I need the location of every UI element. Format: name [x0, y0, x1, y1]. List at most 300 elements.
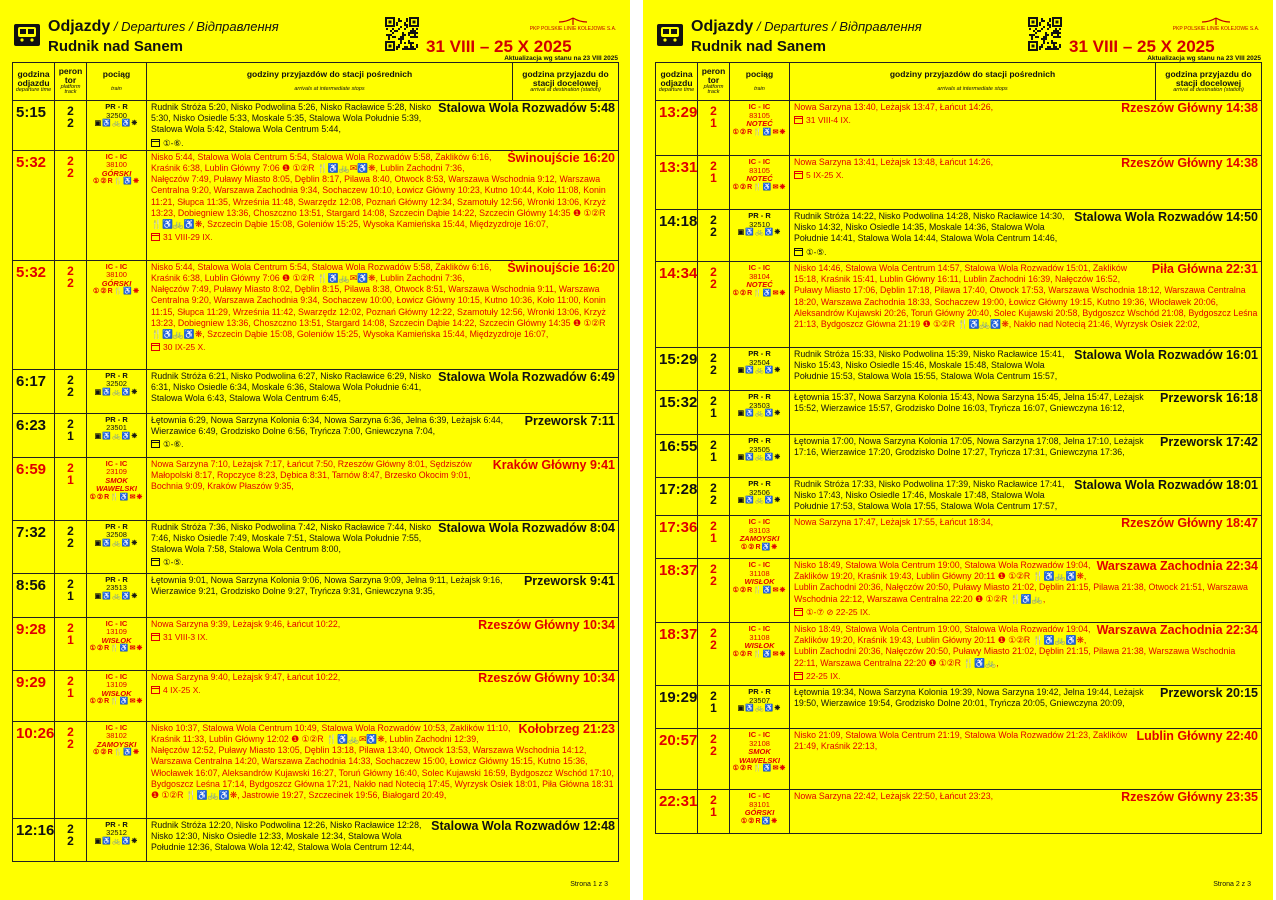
destination-arrival: Rzeszów Główny 14:38	[1121, 156, 1258, 170]
train-category: IC - IC	[748, 791, 771, 800]
platform-track	[55, 369, 87, 413]
stops-list: Łętownia 19:34, Nowa Sarzyna Kolonia 19:39, Nowa Sarzyna 19:42, Jelna 19:44, Leżajsk 19:50, Wierzawice 19:54, Grodzisko Dolne 20:01, Tryńcza 20:05, Gniewczyna 20:09,	[794, 687, 1144, 709]
platform: 2	[710, 104, 717, 118]
train-info	[730, 101, 790, 156]
platform: 2	[67, 576, 74, 591]
departure-time: 15:29	[656, 348, 698, 391]
track: 2	[710, 225, 717, 239]
timetable-page-2	[643, 0, 1273, 900]
table-row	[13, 670, 619, 721]
service-icons: ①②R🍴♿❋	[93, 288, 140, 296]
train-info	[730, 156, 790, 210]
train-number: 83105	[749, 165, 770, 175]
train-number: 38100	[106, 160, 127, 170]
train-number: 23109	[106, 467, 127, 477]
service-icons: ①②R🍴♿❋	[93, 749, 140, 757]
calendar-icon	[794, 672, 803, 680]
platform-track	[55, 101, 87, 151]
track: 1	[67, 632, 74, 647]
destination-arrival: Przeworsk 16:18	[1160, 391, 1258, 405]
train-info	[730, 262, 790, 348]
departure-time: 9:28	[13, 617, 55, 670]
track: 2	[710, 277, 717, 291]
departure-time: 13:29	[656, 101, 698, 156]
track: 1	[710, 406, 717, 420]
col-train: pociąg train	[87, 63, 147, 101]
departure-time: 22:31	[656, 790, 698, 834]
track: 2	[67, 116, 74, 130]
destination-arrival: Stalowa Wola Rozwadów 14:50	[1074, 210, 1258, 224]
intermediate-stops	[147, 150, 619, 260]
departure-time: 9:29	[13, 670, 55, 721]
train-info	[730, 516, 790, 559]
stops-list: Nisko 10:37, Stalowa Wola Centrum 10:49, Stalowa Wola Rozwadów 10:53, Zaklików 11:10, Kraśnik 11:33, Lublin Główny 12:02 ❶ ①②R 🍴♿🚲✉♿❋, Lublin Zachodni 12:39, Nałęczów 12:52, Puławy Miasto 13:05, Dęblin 13:18, Pilawa 13:40, Otwock 13:53, Warszawa Wschodnia 14:12, Warszawa Centralna 14:20, Warszawa Zachodnia 14:33, Sochaczew 15:00, Łowicz Główny 15:15, Kutno 15:36, Włocławek 16:07, Aleksandrów Kujawski 16:27, Toruń Główny 16:40, Solec Kujawski 16:59, Bydgoszcz Wschód 17:10, Bydgoszcz Leśna 17:14, Bydgoszcz Główna 17:21, Nakło nad Notecią 17:45, Wyrzysk Osiek 18:01, Piła Główna 18:31 ❶ ①②R 🍴♿🚲♿❋, Jastrowie 19:27, Szczecinek 19:56, Białogard 20:49,	[151, 722, 614, 801]
service-icons: ①②R🍴♿✉❋	[89, 645, 144, 653]
train-number: 23501	[106, 423, 127, 433]
calendar-icon	[794, 608, 803, 616]
table-row	[656, 262, 1262, 348]
departure-time: 15:32	[656, 391, 698, 435]
destination-arrival: Świnoujście 16:20	[507, 260, 615, 275]
destination-arrival: Przeworsk 20:15	[1160, 686, 1258, 700]
service-icons: ①②R🍴♿✉❋	[732, 586, 787, 594]
train-name: NOTEĆ	[746, 119, 773, 128]
platform-track	[698, 559, 730, 623]
train-category: PR - R	[105, 819, 128, 829]
train-info	[87, 150, 147, 260]
destination-arrival: Warszawa Zachodnia 22:34	[1096, 623, 1258, 637]
train-category: PR - R	[748, 687, 771, 696]
intermediate-stops	[790, 686, 1262, 729]
departure-time: 5:32	[13, 260, 55, 369]
departure-time: 13:31	[656, 156, 698, 210]
train-info	[730, 623, 790, 686]
table-row	[656, 478, 1262, 516]
stops-list: Łętownia 17:00, Nowa Sarzyna Kolonia 17:05, Nowa Sarzyna 17:08, Jelna 17:10, Leżajsk 17:16, Wierzawice 17:20, Grodzisko Dolne 17:27, Tryńcza 17:31, Gniewczyna 17:36,	[794, 436, 1144, 458]
table-row	[13, 150, 619, 260]
train-info	[730, 391, 790, 435]
destination-arrival: Rzeszów Główny 10:34	[478, 617, 615, 632]
destination-arrival: Rzeszów Główny 18:47	[1121, 516, 1258, 530]
platform-track	[698, 156, 730, 210]
departure-time: 10:26	[13, 721, 55, 818]
page-number: Strona 2 z 3	[1213, 881, 1251, 888]
table-row	[656, 348, 1262, 391]
stops-list: Rudnik Stróża 12:20, Nisko Podwolina 12:26, Nisko Racławice 12:28, Nisko 12:30, Nisko Osiedle 12:33, Moskale 12:34, Stalowa Wola Południe 12:36, Stalowa Wola 12:42, Stalowa Wola Centrum 12:44,	[151, 819, 422, 853]
service-icons: ▣♿🚲♿❋	[94, 592, 139, 600]
col-train: pociąg train	[730, 63, 790, 101]
table-row	[13, 457, 619, 520]
platform-track	[698, 516, 730, 559]
train-info	[87, 369, 147, 413]
platform: 2	[710, 265, 717, 279]
calendar-note: ①-⑤.	[151, 557, 615, 568]
train-icon	[14, 24, 40, 46]
platform: 2	[710, 732, 717, 746]
train-name: WISŁOK	[101, 635, 132, 645]
train-info	[730, 478, 790, 516]
intermediate-stops	[790, 516, 1262, 559]
platform-track	[55, 150, 87, 260]
track: 1	[710, 531, 717, 545]
station-name: Rudnik nad Sanem	[691, 38, 827, 55]
intermediate-stops	[147, 413, 619, 457]
train-category: IC - IC	[105, 722, 128, 732]
train-number: 13109	[106, 680, 127, 690]
table-row	[656, 210, 1262, 262]
platform: 2	[710, 438, 717, 452]
platform-track	[55, 520, 87, 573]
platform: 2	[67, 416, 74, 431]
platform: 2	[710, 689, 717, 703]
calendar-note: 4 IX-25 X.	[151, 685, 615, 696]
service-icons: ▣♿🚲♿❋	[737, 497, 782, 504]
calendar-icon	[151, 686, 160, 694]
platform: 2	[67, 263, 74, 278]
destination-arrival: Stalowa Wola Rozwadów 5:48	[438, 101, 615, 115]
train-info	[730, 729, 790, 790]
train-number: 23507	[749, 695, 770, 705]
service-icons: ▣♿🚲♿❋	[94, 837, 139, 845]
pkp-logo-icon	[558, 17, 588, 26]
departure-time: 20:57	[656, 729, 698, 790]
platform: 2	[710, 793, 717, 807]
platform-track	[55, 413, 87, 457]
col-platform: peron tor platform track	[698, 63, 730, 101]
intermediate-stops	[790, 210, 1262, 262]
track: 2	[67, 535, 74, 550]
platform-track	[698, 729, 730, 790]
update-note: Aktualizacja wg stanu na 23 VIII 2025	[504, 55, 618, 62]
header	[655, 16, 1261, 62]
table-row	[656, 391, 1262, 435]
destination-arrival: Warszawa Zachodnia 22:34	[1096, 559, 1258, 573]
train-name: ZAMOYSKI	[739, 534, 780, 543]
service-icons: ①②R🍴♿✉❋	[732, 128, 787, 136]
platform-track	[55, 573, 87, 617]
departure-time: 5:32	[13, 150, 55, 260]
col-destination: godzina przyjazdu do stacji docelowej arrival at destination (station)	[513, 63, 619, 101]
stops-list: Nowa Sarzyna 7:10, Leżajsk 7:17, Łańcut 7:50, Rzeszów Główny 8:01, Sędziszów Małopolski 8:17, Ropczyce 8:23, Dębica 8:31, Tarnów 8:47, Brzesko Okocim 9:01, Bochnia 9:09, Kraków Płaszów 9:35,	[151, 458, 472, 492]
stops-list: Nisko 5:44, Stalowa Wola Centrum 5:54, Stalowa Wola Rozwadów 5:58, Zaklików 6:16, Kraśnik 6:38, Lublin Główny 7:06 ❶ ①②R 🍴♿🚲✉♿❋, Lublin Zachodni 7:36, Nałęczów 7:49, Puławy Miasto 8:05, Dęblin 8:17, Pilawa 8:40, Otwock 8:53, Warszawa Wschodnia 9:12, Warszawa Centralna 9:20, Warszawa Zachodnia 9:34, Sochaczew 10:10, Łowicz Główny 10:23, Kutno 10:44, Koło 11:08, Konin 11:21, Słupca 11:35, Września 11:48, Swarzędz 12:08, Poznań Główny 12:34, Szamotuły 12:56, Wronki 13:06, Krzyż 13:23, Dobiegniew 13:36, Choszczno 13:51, Stargard 14:08, Szczecin Dąbie 14:22, Szczecin Główny 14:35 ❶ ①②R 🍴♿🚲♿❋, Szczecin Dąbie 15:08, Goleniów 15:25, Wysoka Kamieńska 15:44, Międzyzdroje 16:07,	[151, 151, 606, 230]
platform: 2	[710, 213, 717, 227]
page-number: Strona 1 z 3	[570, 881, 608, 888]
platform: 2	[67, 724, 74, 739]
train-name: NOTEĆ	[746, 280, 773, 289]
train-category: PR - R	[748, 211, 771, 220]
train-name: GÓRSKI	[101, 278, 132, 288]
pkp-logo: PKP POLSKIE LINIE KOLEJOWE S.A.	[528, 17, 618, 32]
train-icon	[657, 24, 683, 46]
destination-arrival: Rzeszów Główny 14:38	[1121, 101, 1258, 115]
table-row	[656, 435, 1262, 478]
intermediate-stops	[790, 623, 1262, 686]
calendar-note: 22-25 IX.	[794, 671, 1258, 682]
service-icons: ①②R🍴♿✉❋	[89, 698, 144, 706]
pkp-logo: PKP POLSKIE LINIE KOLEJOWE S.A.	[1171, 17, 1261, 32]
platform: 2	[710, 394, 717, 408]
train-number: 32506	[749, 487, 770, 497]
train-info	[87, 520, 147, 573]
train-number: 83103	[749, 525, 770, 535]
service-icons: ①②R♿❋	[740, 817, 779, 825]
update-note: Aktualizacja wg stanu na 23 VIII 2025	[1147, 55, 1261, 62]
destination-arrival: Stalowa Wola Rozwadów 8:04	[438, 520, 615, 535]
calendar-note: 5 IX-25 X.	[794, 170, 1258, 181]
train-category: PR - R	[105, 574, 128, 584]
departures-table	[655, 62, 1262, 834]
service-icons: ▣♿🚲♿❋	[737, 454, 782, 461]
destination-arrival: Przeworsk 7:11	[524, 413, 615, 428]
platform: 2	[67, 821, 74, 836]
intermediate-stops	[790, 729, 1262, 790]
train-info	[730, 559, 790, 623]
intermediate-stops	[147, 369, 619, 413]
calendar-icon	[794, 116, 803, 124]
train-number: 32512	[106, 828, 127, 838]
departure-time: 7:32	[13, 520, 55, 573]
train-category: IC - IC	[105, 261, 128, 271]
platform-track	[55, 617, 87, 670]
platform: 2	[67, 153, 74, 168]
calendar-icon	[794, 171, 803, 179]
train-number: 38104	[749, 271, 770, 281]
destination-arrival: Kraków Główny 9:41	[492, 457, 615, 472]
train-category: PR - R	[748, 479, 771, 488]
header	[12, 16, 618, 62]
train-number: 23503	[749, 400, 770, 410]
track: 2	[67, 736, 74, 751]
stops-list: Nisko 14:46, Stalowa Wola Centrum 14:57, Stalowa Wola Rozwadów 15:01, Zaklików 15:18, Kraśnik 15:41, Lublin Główny 16:11, Lublin Zachodni 16:39, Nałęczów 16:52, Puławy Miasto 17:06, Dęblin 17:18, Pilawa 17:40, Otwock 17:53, Warszawa Wschodnia 18:12, Warszawa Centralna 18:20, Warszawa Zachodnia 18:33, Sochaczew 19:00, Łowicz Główny 19:15, Kutno 19:36, Włocławek 20:06, Aleksandrów Kujawski 20:26, Toruń Główny 20:40, Solec Kujawski 20:58, Bydgoszcz Wschód 21:08, Bydgoszcz Leśna 21:13, Bydgoszcz Główna 21:19 ❶ ①②R 🍴♿🚲♿❋, Nakło nad Notecią 21:46, Wyrzysk Osiek 22:02,	[794, 263, 1258, 330]
train-number: 32508	[106, 530, 127, 540]
validity-period: 31 VIII – 25 X 2025	[426, 37, 572, 56]
table-row	[13, 520, 619, 573]
table-row	[656, 559, 1262, 623]
train-number: 31108	[749, 568, 770, 578]
train-info	[87, 260, 147, 369]
table-row	[13, 369, 619, 413]
train-category: IC - IC	[748, 624, 771, 633]
platform-track	[698, 435, 730, 478]
calendar-note: ①-⑦ ⊘ 22-25 IX.	[794, 607, 1258, 618]
table-row	[656, 101, 1262, 156]
service-icons: ①②R🍴♿✉❋	[732, 183, 787, 191]
service-icons: ①②R🍴♿✉❋	[732, 765, 787, 772]
page-title: Odjazdy / Departures / Відправлення	[48, 18, 279, 35]
stops-list: Rudnik Stróża 15:33, Nisko Podwolina 15:39, Nisko Racławice 15:41, Nisko 15:43, Nisko Osiedle 15:46, Moskale 15:48, Stalowa Wola Południe 15:53, Stalowa Wola 15:55, Stalowa Wola Centrum 15:57,	[794, 349, 1065, 382]
departure-time: 12:16	[13, 818, 55, 861]
qr-code-icon	[1027, 16, 1063, 52]
train-number: 32502	[106, 379, 127, 389]
intermediate-stops	[147, 721, 619, 818]
platform: 2	[67, 523, 74, 538]
platform-track	[698, 101, 730, 156]
track: 2	[710, 493, 717, 507]
calendar-icon	[151, 343, 160, 351]
destination-arrival: Przeworsk 17:42	[1160, 435, 1258, 449]
col-time: godzina odjazdu departure time	[656, 63, 698, 101]
departure-time: 17:36	[656, 516, 698, 559]
train-category: PR - R	[748, 349, 771, 358]
table-row	[13, 260, 619, 369]
station-name: Rudnik nad Sanem	[48, 38, 184, 55]
train-category: PR - R	[105, 521, 128, 531]
departure-time: 14:34	[656, 262, 698, 348]
destination-arrival: Piła Główna 22:31	[1151, 262, 1258, 276]
platform: 2	[710, 481, 717, 495]
platform-track	[698, 262, 730, 348]
table-row	[656, 156, 1262, 210]
departure-time: 19:29	[656, 686, 698, 729]
train-category: IC - IC	[748, 157, 771, 166]
train-number: 38102	[106, 731, 127, 741]
stops-list: Nisko 21:09, Stalowa Wola Centrum 21:19, Stalowa Wola Rozwadów 21:23, Zaklików 21:49, Kraśnik 22:13,	[794, 730, 1128, 752]
intermediate-stops	[790, 435, 1262, 478]
track: 1	[710, 450, 717, 464]
platform: 2	[67, 372, 74, 387]
intermediate-stops	[147, 101, 619, 151]
platform: 2	[710, 519, 717, 533]
service-icons: ▣♿🚲♿❋	[737, 410, 782, 417]
train-number: 32108	[749, 738, 770, 748]
calendar-note: ①-⑤.	[794, 247, 1258, 258]
table-row	[656, 516, 1262, 559]
train-category: IC - IC	[105, 151, 128, 161]
col-destination: godzina przyjazdu do stacji docelowej arrival at destination (station)	[1156, 63, 1262, 101]
train-info	[730, 348, 790, 391]
col-time: godzina odjazdu departure time	[13, 63, 55, 101]
intermediate-stops	[790, 101, 1262, 156]
table-row	[13, 413, 619, 457]
intermediate-stops	[147, 457, 619, 520]
col-stops: godziny przyjazdów do stacji pośrednich arrivals at intermediate stops	[147, 63, 513, 101]
intermediate-stops	[790, 391, 1262, 435]
table-row	[656, 729, 1262, 790]
destination-arrival: Stalowa Wola Rozwadów 12:48	[431, 818, 615, 833]
service-icons: ①②R♿❋	[740, 543, 779, 551]
train-category: IC - IC	[105, 671, 128, 681]
departure-time: 6:17	[13, 369, 55, 413]
train-info	[87, 670, 147, 721]
table-row	[13, 818, 619, 861]
destination-arrival: Kołobrzeg 21:23	[518, 721, 615, 736]
train-category: PR - R	[748, 436, 771, 445]
departure-time: 18:37	[656, 559, 698, 623]
train-name: WISŁOK	[744, 641, 775, 650]
departure-time: 14:18	[656, 210, 698, 262]
track: 1	[67, 428, 74, 443]
col-platform: peron tor platform track	[55, 63, 87, 101]
platform-track	[698, 391, 730, 435]
table-row	[13, 573, 619, 617]
track: 2	[67, 384, 74, 399]
intermediate-stops	[790, 478, 1262, 516]
platform: 2	[67, 104, 74, 118]
track: 1	[67, 685, 74, 700]
train-number: 31108	[749, 632, 770, 642]
table-row	[656, 790, 1262, 834]
train-category: IC - IC	[105, 618, 128, 628]
track: 1	[710, 116, 717, 130]
departure-time: 17:28	[656, 478, 698, 516]
service-icons: ①②R🍴♿❋	[93, 178, 140, 186]
departure-time: 8:56	[13, 573, 55, 617]
train-category: IC - IC	[748, 263, 771, 272]
page-title: Odjazdy / Departures / Відправлення	[691, 18, 922, 35]
platform-track	[698, 348, 730, 391]
stops-list: Rudnik Stróża 7:36, Nisko Podwolina 7:42, Nisko Racławice 7:44, Nisko 7:46, Nisko Osiedle 7:49, Moskale 7:51, Stalowa Wola Południe 7:55, Stalowa Wola 7:58, Stalowa Wola Centrum 8:00,	[151, 521, 432, 555]
stops-list: Nowa Sarzyna 9:40, Leżajsk 9:47, Łańcut 10:22,	[151, 671, 341, 682]
train-name: SMOK WAWELSKI	[739, 747, 780, 765]
platform: 2	[710, 626, 717, 640]
destination-arrival: Świnoujście 16:20	[507, 150, 615, 165]
calendar-icon	[151, 233, 160, 241]
intermediate-stops	[790, 348, 1262, 391]
track: 1	[67, 588, 74, 603]
train-number: 23513	[106, 583, 127, 593]
platform-track	[55, 670, 87, 721]
train-number: 32500	[106, 110, 127, 120]
service-icons: ▣♿🚲♿❋	[737, 705, 782, 712]
destination-arrival: Rzeszów Główny 10:34	[478, 670, 615, 685]
calendar-icon	[151, 440, 160, 448]
train-category: IC - IC	[748, 102, 771, 111]
table-row	[13, 101, 619, 151]
destination-arrival: Stalowa Wola Rozwadów 16:01	[1074, 348, 1258, 362]
departure-time: 6:23	[13, 413, 55, 457]
service-icons: ①②R🍴♿✉❋	[89, 493, 144, 501]
train-category: IC - IC	[748, 730, 771, 739]
stops-list: Łętownia 15:37, Nowa Sarzyna Kolonia 15:43, Nowa Sarzyna 15:45, Jelna 15:47, Leżajsk 15:52, Wierzawice 15:57, Grodzisko Dolne 16:03, Tryńcza 16:07, Gniewczyna 16:12,	[794, 392, 1144, 414]
destination-arrival: Stalowa Wola Rozwadów 6:49	[438, 369, 615, 384]
platform-track	[698, 790, 730, 834]
platform-track	[55, 818, 87, 861]
destination-arrival: Przeworsk 9:41	[523, 573, 615, 588]
stops-list: Nisko 5:44, Stalowa Wola Centrum 5:54, Stalowa Wola Rozwadów 5:58, Zaklików 6:16, Kraśnik 6:38, Lublin Główny 7:06 ❶ ①②R 🍴♿🚲✉♿❋, Lublin Zachodni 7:36, Nałęczów 7:49, Puławy Miasto 8:02, Dęblin 8:15, Pilawa 8:38, Otwock 8:51, Warszawa Wschodnia 9:11, Warszawa Centralna 9:20, Warszawa Zachodnia 9:34, Sochaczew 10:00, Łowicz Główny 10:15, Kutno 10:36, Koło 11:00, Konin 11:15, Słupca 11:29, Września 11:42, Swarzędz 12:02, Poznań Główny 12:22, Szamotuły 12:56, Wronki 13:06, Krzyż 13:23, Dobiegniew 13:36, Choszczno 13:51, Stargard 14:08, Szczecin Dąbie 14:22, Szczecin Główny 14:35 ❶ ①②R 🍴♿🚲♿❋, Szczecin Dąbie 15:08, Goleniów 15:25, Wysoka Kamieńska 15:44, Międzyzdroje 16:07,	[151, 261, 606, 340]
service-icons: ▣♿🚲♿❋	[94, 120, 139, 127]
train-info	[730, 210, 790, 262]
departure-time: 16:55	[656, 435, 698, 478]
train-category: PR - R	[748, 392, 771, 401]
service-icons: ①②R🍴♿✉❋	[732, 289, 787, 297]
departure-time: 6:59	[13, 457, 55, 520]
table-row	[656, 623, 1262, 686]
train-name: ZAMOYSKI	[96, 739, 137, 749]
col-stops: godziny przyjazdów do stacji pośrednich arrivals at intermediate stops	[790, 63, 1156, 101]
stops-list: Rudnik Stróża 5:20, Nisko Podwolina 5:26, Nisko Racławice 5:28, Nisko 5:30, Nisko Osiedle 5:33, Moskale 5:35, Stalowa Wola Południe 5:39, Stalowa Wola 5:42, Stalowa Wola Centrum 5:44,	[151, 102, 432, 135]
service-icons: ▣♿🚲♿❋	[94, 432, 139, 440]
intermediate-stops	[790, 156, 1262, 210]
train-number: 32510	[749, 219, 770, 229]
platform-track	[698, 210, 730, 262]
stops-list: Nowa Sarzyna 22:42, Leżajsk 22:50, Łańcut 23:23,	[794, 791, 994, 801]
pkp-logo-icon	[1201, 17, 1231, 26]
platform: 2	[67, 673, 74, 688]
train-category: IC - IC	[105, 458, 128, 468]
train-name: NOTEĆ	[746, 174, 773, 183]
train-info	[87, 617, 147, 670]
train-name: GÓRSKI	[101, 168, 132, 178]
train-number: 23505	[749, 444, 770, 454]
track: 1	[710, 805, 717, 819]
service-icons: ▣♿🚲♿❋	[94, 388, 139, 396]
intermediate-stops	[147, 670, 619, 721]
stops-list: Nowa Sarzyna 13:41, Leżajsk 13:48, Łańcut 14:26,	[794, 157, 994, 167]
train-info	[87, 413, 147, 457]
train-number: 13109	[106, 627, 127, 637]
train-info	[87, 818, 147, 861]
train-info	[730, 435, 790, 478]
